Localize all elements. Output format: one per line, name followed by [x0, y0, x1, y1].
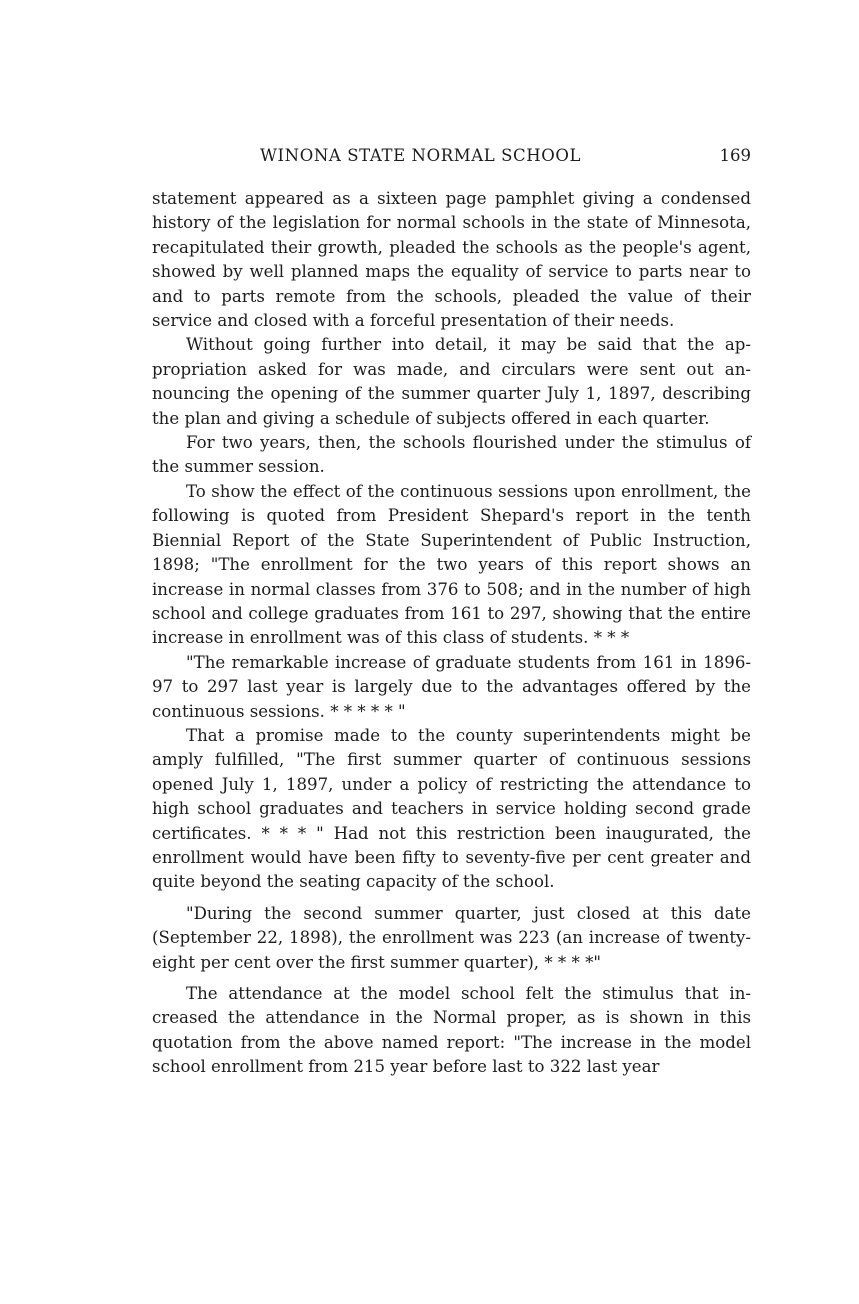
paragraph: The attendance at the model school felt the stimulus that increased the attendance in the Normal proper, as is shown in this quotation from the above named report: "The increase in the model school enrollment from 215 year before last to 322 last year [152, 984, 751, 1077]
page-header [152, 146, 751, 172]
paragraph: "During the second summer quarter, just closed at this date (September 22, 1898), the enrollment was 223 (an increase of twenty-eight per cent over the first summer quarter), * * * *" [152, 903, 751, 972]
page-body [152, 187, 751, 1080]
paragraph-continued: statement appeared as a sixteen page pamphlet giving a condensed history of the legislation for normal schools in the state of Minnesota, recapitulated their growth, pleaded the schools as the people's agent, showed by well planned maps the equality of service to parts near to and to parts remote from the schools, pleaded the value of their service and closed with a forceful presentation of their needs. [152, 189, 751, 331]
paragraph: "The remarkable increase of graduate students from 161 in 1896-97 to 297 last year is largely due to the advantages offered by the continuous sessions. * * * * * " [152, 652, 751, 721]
paragraph: That a promise made to the county superintendents might be amply fulfilled, "The first summer quarter of continuous sessions opened July 1, 1897, under a policy of restricting the attendance to high school graduates and teachers in service holding second grade certificates. * * * " Had not this restriction been inaugurated, the enrollment would have been fifty to seventy-five per cent greater and quite beyond the seating capacity of the school. [152, 725, 751, 892]
paragraph: Without going further into detail, it may be said that the appropriation asked for was made, and circulars were sent out announcing the opening of the summer quarter July 1, 1897, describing the plan and giving a schedule of subjects offered in each quarter. [152, 335, 751, 428]
paragraph: To show the effect of the continuous sessions upon enrollment, the following is quoted from President Shepard's report in the tenth Biennial Report of the State Superintendent of Public Instruction, 1898; "The enrollment for the two years of this report shows an increase in normal classes from 376 to 508; and in the number of high school and college graduates from 161 to 297, showing that the entire increase in enrollment was of this class of students. * * * [152, 481, 751, 648]
paragraph: For two years, then, the schools flourished under the stimulus of the summer session. [152, 433, 751, 477]
page-number: 169 [719, 146, 751, 165]
running-title: WINONA STATE NORMAL SCHOOL [260, 146, 582, 165]
